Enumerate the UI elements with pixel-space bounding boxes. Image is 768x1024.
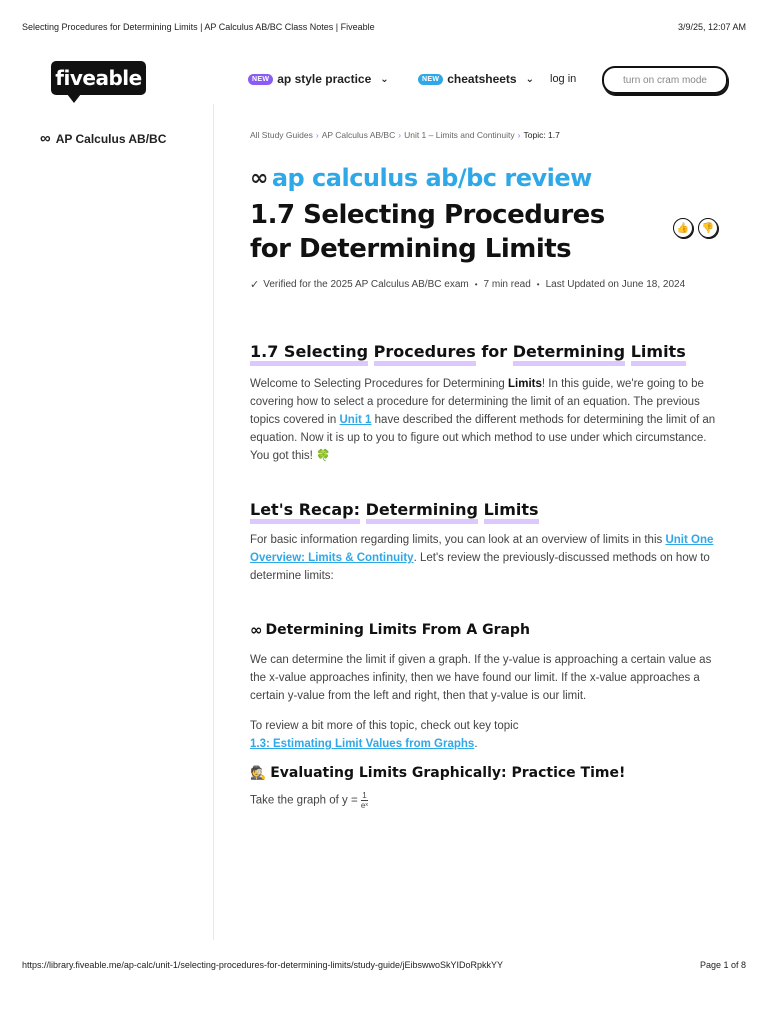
text-run: Take the graph of y =: [250, 794, 361, 807]
new-badge: NEW: [248, 74, 273, 85]
subsection-title: Determining Limits From A Graph: [265, 622, 530, 638]
nav-ap-style-practice[interactable]: [248, 72, 389, 86]
subsection-heading: [250, 765, 720, 781]
section-2: [250, 499, 720, 585]
sidebar-course-link[interactable]: [40, 130, 166, 147]
section-heading: [250, 499, 539, 521]
text-run: .: [474, 738, 478, 750]
breadcrumb-current: Topic: 1.7: [523, 130, 560, 140]
main-content: [250, 130, 720, 810]
paragraph: We can determine the limit if given a graph. If the y-value is approaching a certain value as the x-value approaches infinity, then we have found our limit. If the x-value approaches a certain y-value from the left and right, then that y-value is our limit.: [250, 654, 712, 702]
print-url: https://library.fiveable.me/ap-calc/unit-1/selecting-procedures-for-determining-limits/study-guide/jEibswwoSkYIDoRpkkYY: [22, 960, 504, 970]
new-badge: NEW: [418, 74, 443, 85]
section-4: [250, 765, 720, 810]
sidebar-divider: [213, 104, 214, 940]
nav-label: ap style practice: [277, 72, 372, 86]
text-run: Welcome to Selecting Procedures for Determining: [250, 378, 509, 390]
subsection-title: Evaluating Limits Graphically: Practice Time!: [270, 765, 626, 781]
rating-buttons: [673, 218, 718, 238]
fraction-denominator: eˣ: [360, 801, 368, 810]
heading-word: Limits: [484, 500, 539, 524]
text-run: . Let's review the previously-discussed methods on how to determine limits:: [250, 552, 710, 582]
cram-mode-button[interactable]: turn on cram mode: [602, 66, 728, 94]
section-heading: [250, 341, 686, 363]
paragraph: [250, 791, 720, 810]
meta-separator: •: [474, 280, 478, 289]
print-title: Selecting Procedures for Determining Limits | AP Calculus AB/BC Class Notes | Fiveable: [22, 22, 375, 32]
breadcrumb-chevron-icon: ›: [315, 130, 319, 140]
course-review-heading: [250, 164, 720, 192]
sidebar-course-label: AP Calculus AB/BC: [55, 131, 167, 146]
paragraph: [250, 375, 720, 465]
last-updated: Last Updated on June 18, 2024: [545, 279, 686, 290]
breadcrumb-item[interactable]: AP Calculus AB/BC: [321, 130, 396, 140]
course-review-label: ap calculus ab/bc review: [271, 164, 592, 192]
login-link[interactable]: log in: [550, 73, 577, 85]
title-row: [250, 198, 720, 266]
heading-word: Limits: [631, 342, 686, 366]
logo-text: fiveable: [55, 66, 142, 90]
check-icon: ✓: [250, 279, 260, 291]
breadcrumb-chevron-icon: ›: [398, 130, 402, 140]
fraction: [361, 791, 368, 810]
text-run: For basic information regarding limits, you can look at an overview of limits in this: [250, 534, 666, 546]
thumbs-up-icon[interactable]: 👍: [673, 218, 693, 238]
heading-word: 1.7 Selecting: [250, 342, 368, 366]
print-page-number: Page 1 of 8: [699, 960, 746, 970]
paragraph: [250, 531, 720, 585]
fiveable-logo[interactable]: [51, 61, 146, 95]
article-meta: [250, 278, 720, 291]
read-time: 7 min read: [483, 279, 531, 290]
paragraph: [250, 717, 720, 753]
detective-icon: 🕵: [250, 765, 267, 781]
heading-word: Determining: [366, 500, 478, 524]
breadcrumb: [250, 130, 720, 140]
breadcrumb-item[interactable]: All Study Guides: [250, 130, 313, 140]
section-3: [250, 621, 720, 753]
text-run: ! In this guide, we're going to be covering how to select a procedure for determining the limit of an equation. The previous topics covered in: [250, 378, 704, 426]
heading-word: Let's Recap:: [250, 500, 360, 524]
bold-term: Limits: [508, 378, 542, 390]
fraction-numerator: 1: [362, 791, 367, 800]
heading-word: for: [481, 342, 508, 361]
chevron-down-icon: ⌄: [380, 73, 389, 85]
infinity-icon: ∞: [250, 165, 268, 191]
subsection-heading: [250, 621, 720, 639]
chevron-down-icon: ⌄: [525, 73, 534, 85]
thumbs-down-icon[interactable]: 👎: [698, 218, 718, 238]
heading-word: Procedures: [374, 342, 476, 366]
nav-label: cheatsheets: [447, 72, 517, 86]
infinity-icon: ∞: [40, 130, 51, 147]
text-run: To review a bit more of this topic, check out key topic: [250, 720, 519, 732]
breadcrumb-item[interactable]: Unit 1 – Limits and Continuity: [404, 130, 515, 140]
heading-word: Determining: [513, 342, 625, 366]
breadcrumb-chevron-icon: ›: [517, 130, 521, 140]
topic-1-3-link[interactable]: 1.3: Estimating Limit Values from Graphs: [250, 738, 475, 750]
unit-1-link[interactable]: Unit 1: [339, 414, 372, 426]
section-1: [250, 341, 720, 465]
text-run: have described the different methods for determining the limit of an equation. Now it is up to you to figure out which method to use under which circumstance. You got this! 🍀: [250, 414, 716, 462]
meta-separator: •: [536, 280, 540, 289]
print-datetime: 3/9/25, 12:07 AM: [677, 22, 746, 32]
top-navigation: [0, 60, 768, 100]
unit-one-overview-link[interactable]: Unit One Overview: Limits & Continuity: [250, 534, 714, 564]
print-header: [22, 22, 746, 32]
logo-speech-tail: [67, 94, 81, 103]
page-title: 1.7 Selecting Procedures for Determining Limits: [250, 200, 605, 264]
infinity-icon: ∞: [250, 621, 263, 639]
nav-cheatsheets[interactable]: [418, 72, 534, 86]
print-footer: [22, 960, 746, 970]
verified-text: Verified for the 2025 AP Calculus AB/BC exam: [263, 279, 469, 290]
